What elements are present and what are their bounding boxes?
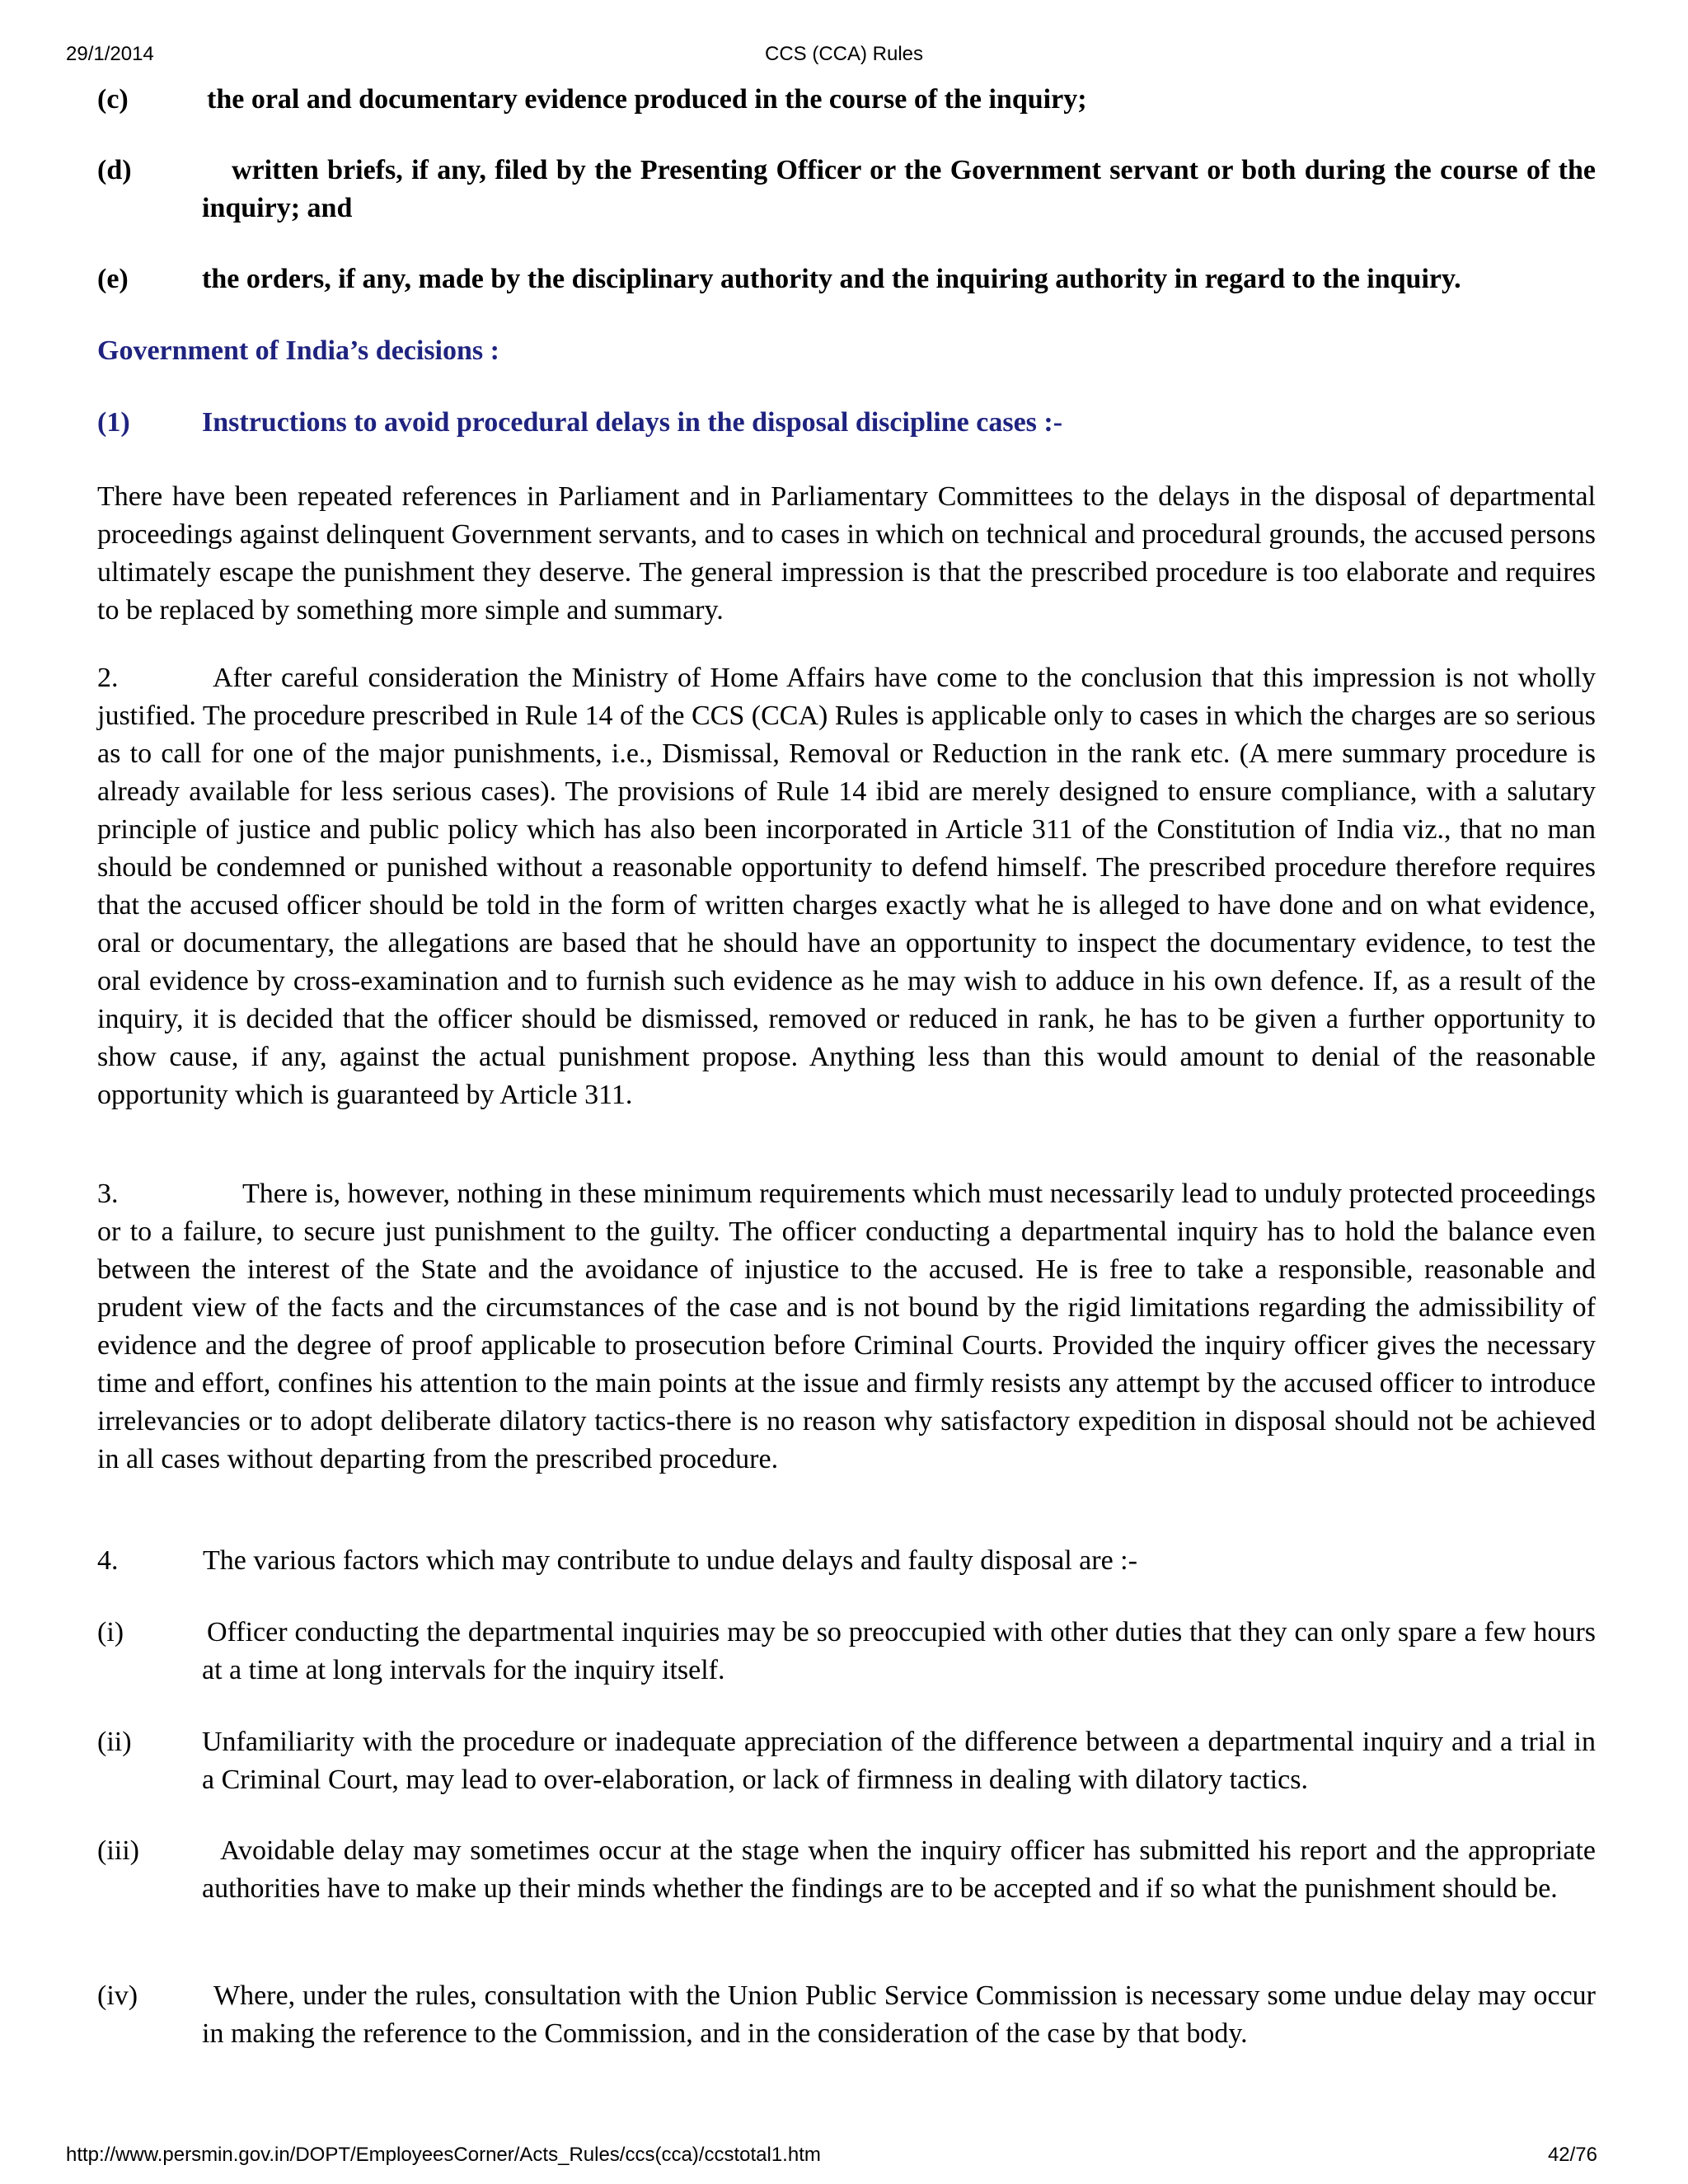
list-item bbox=[97, 152, 1596, 227]
list-item bbox=[97, 1832, 1596, 1908]
factor-label: (i) bbox=[97, 1617, 124, 1647]
page-footer bbox=[0, 2144, 1688, 2172]
paragraph bbox=[97, 659, 1596, 1114]
item-text: the orders, if any, made by the disciplinary authority and the inquiring authority in regard to the inquiry. bbox=[202, 264, 1461, 294]
paragraph-text: The various factors which may contribute to undue delays and faulty disposal are :- bbox=[203, 1545, 1137, 1576]
paragraph-text: There is, however, nothing in these minimum requirements which must necessarily lead to unduly protected proceedings or to a failure, to secure just punishment to the guilty. The officer conducting a departmental inquiry has to hold the balance even between the interest of the State and the avoidance of injustice to the accused. He is free to take a responsible, reasonable and prudent view of the facts and the circumstances of the case and is not bound by the rigid limitations regarding the admissibility of evidence and the degree of proof applicable to prosecution before Criminal Courts. Provided the inquiry officer gives the necessary time and effort, confines his attention to the main points at the issue and firmly resists any attempt by the accused officer to introduce irrelevancies or to adopt deliberate dilatory tactics-there is no reason why satisfactory expedition in disposal should not be achieved in all cases without departing from the prescribed procedure. bbox=[97, 1179, 1596, 1474]
paragraph bbox=[97, 1175, 1596, 1479]
item-label: (d) bbox=[97, 155, 132, 185]
instruction-text: Instructions to avoid procedural delays in the disposal discipline cases :- bbox=[202, 407, 1063, 438]
instruction-heading bbox=[97, 404, 1596, 442]
footer-url: http://www.persmin.gov.in/DOPT/EmployeesCorner/Acts_Rules/ccs(cca)/ccstotal1.htm bbox=[66, 2144, 821, 2166]
list-item bbox=[97, 260, 1596, 298]
decisions-heading: Government of India’s decisions : bbox=[97, 335, 499, 366]
paragraph-number: 3. bbox=[97, 1179, 119, 1209]
list-item bbox=[97, 81, 1596, 119]
page-header bbox=[0, 43, 1688, 73]
factor-label: (iv) bbox=[97, 1980, 138, 2011]
item-text: the oral and documentary evidence produced in the course of the inquiry; bbox=[207, 84, 1087, 115]
item-label: (e) bbox=[97, 264, 129, 294]
factor-text: Where, under the rules, consultation with the Union Public Service Commission is necessary some undue delay may occur in making the reference to the Commission, and in the consideration of the case by that body. bbox=[202, 1980, 1596, 2049]
paragraph-number: 2. bbox=[97, 663, 119, 693]
paragraph-text: After careful consideration the Ministry of Home Affairs have come to the conclusion that this impression is not wholly justified. The procedure prescribed in Rule 14 of the CCS (CCA) Rules is applicable only to cases in which the charges are so serious as to call for one of the major punishments, i.e., Dismissal, Removal or Reduction in the rank etc. (A mere summary procedure is already available for less serious cases). The provisions of Rule 14 ibid are merely designed to ensure compliance, with a salutary principle of justice and public policy which has also been incorporated in Article 311 of the Constitution of India viz., that no man should be condemned or punished without a reasonable opportunity to defend himself. The prescribed procedure therefore requires that the accused officer should be told in the form of written charges exactly what he is alleged to have done and on what evidence, oral or documentary, the allegations are based that he should have an opportunity to inspect the documentary evidence, to test the oral evidence by cross-examination and to furnish such evidence as he may wish to adduce in his own defence. If, as a result of the inquiry, it is decided that the officer should be dismissed, removed or reduced in rank, he has to be given a further opportunity to show cause, if any, against the actual punishment propose. Anything less than this would amount to denial of the reasonable opportunity which is guaranteed by Article 311. bbox=[97, 663, 1596, 1110]
page-number: 42/76 bbox=[1547, 2144, 1597, 2166]
item-text: written briefs, if any, filed by the Presenting Officer or the Government servant or both during the course of the inquiry; and bbox=[202, 155, 1596, 223]
factor-text: Unfamiliarity with the procedure or inadequate appreciation of the difference between a departmental inquiry and a trial in a Criminal Court, may lead to over-elaboration, or lack of firmness in dealing with dilatory tactics. bbox=[202, 1727, 1596, 1795]
factor-label: (ii) bbox=[97, 1727, 132, 1757]
instruction-label: (1) bbox=[97, 407, 130, 438]
list-item bbox=[97, 1614, 1596, 1690]
paragraph bbox=[97, 478, 1596, 630]
list-item bbox=[97, 1977, 1596, 2053]
paragraph-number: 4. bbox=[97, 1545, 119, 1576]
factor-text: Avoidable delay may sometimes occur at the stage when the inquiry officer has submitted his report and the appropriate authorities have to make up their minds whether the findings are to be accepted and if so what the punishment should be. bbox=[202, 1835, 1596, 1904]
list-item bbox=[97, 1723, 1596, 1799]
item-label: (c) bbox=[97, 84, 129, 115]
factor-text: Officer conducting the departmental inquiries may be so preoccupied with other duties that they can only spare a few hours at a time at long intervals for the inquiry itself. bbox=[202, 1617, 1596, 1685]
paragraph bbox=[97, 1542, 1596, 1580]
header-title: CCS (CCA) Rules bbox=[764, 43, 924, 65]
header-date: 29/1/2014 bbox=[66, 43, 154, 65]
paragraph-text: There have been repeated references in Parliament and in Parliamentary Committees to the delays in the disposal of departmental proceedings against delinquent Government servants, and to cases in which on technical and procedural grounds, the accused persons ultimately escape the punishment they deserve. The general impression is that the prescribed procedure is too elaborate and requires to be replaced by something more simple and summary. bbox=[97, 481, 1596, 626]
factor-label: (iii) bbox=[97, 1835, 139, 1866]
